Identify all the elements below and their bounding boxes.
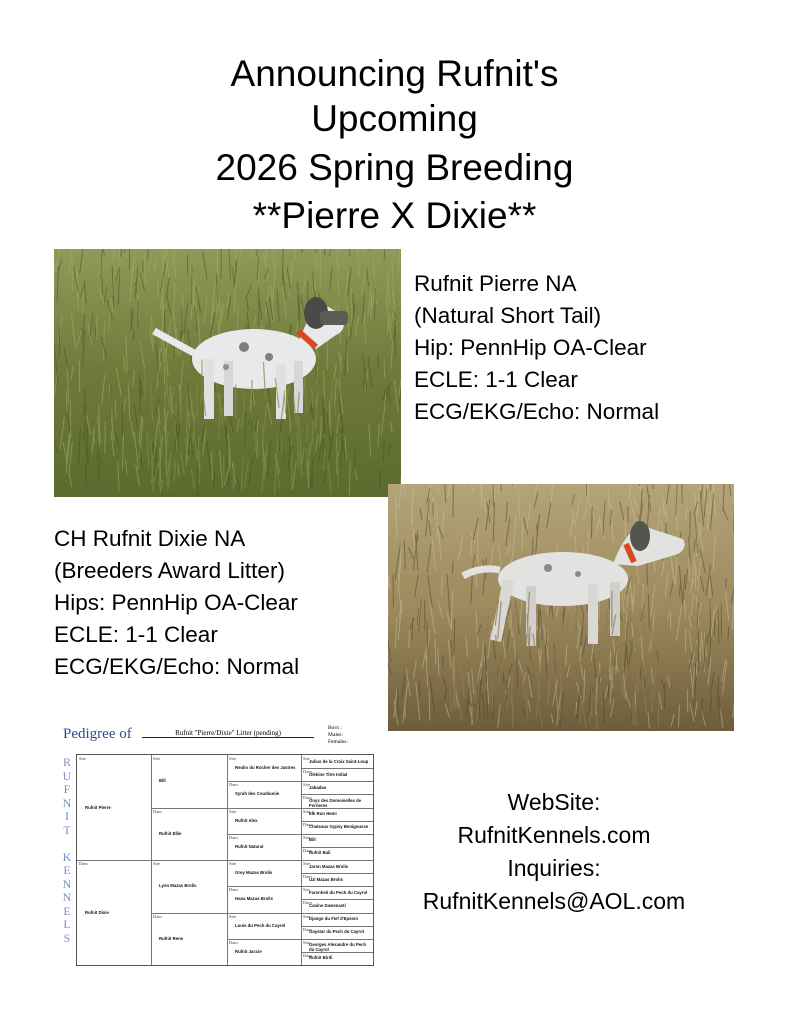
gen4-name: Gaystar du Pech du Cayrol	[309, 929, 364, 935]
vertical-letter: S	[63, 930, 71, 945]
gen4-role-label: Sire	[303, 782, 311, 788]
grid-row-line	[301, 886, 373, 887]
gen4-name: Julius de la Croix Saint-Loup	[309, 758, 369, 764]
gen3-name: Grey Mazas Brolis	[235, 870, 273, 876]
dixie-name: CH Rufnit Dixie NA	[54, 526, 246, 551]
title-line-2: Upcoming	[311, 98, 478, 139]
grid-row-line	[301, 808, 373, 809]
gen1-role-label: Sire	[79, 756, 87, 761]
gen3-name: Syrah des Coudounie	[235, 791, 280, 797]
gen4-name: Rufnit Birdi	[309, 955, 333, 961]
inquiries-label: Inquiries:	[507, 855, 601, 881]
dixie-ecle: ECLE: 1-1 Clear	[54, 622, 218, 647]
gen4-role-label: Sire	[303, 756, 311, 761]
vertical-letter: I	[65, 809, 69, 823]
gen1-name: Rufnit Dixie	[85, 909, 109, 915]
gen4-role-label: Dam	[303, 874, 312, 880]
gen4-name: Chateaux Gypsy Benigousse	[309, 824, 369, 830]
grid-row-line	[301, 834, 373, 835]
gen3-name: Reulio du Rocher des Jastres	[235, 765, 296, 771]
gen4-name: Jabadao	[309, 784, 327, 790]
gen4-name: Farenheit du Pech du Cayrol	[309, 889, 368, 895]
title-line-3: 2026 Spring Breeding	[215, 147, 574, 188]
gen3-name: Rufnit Alex	[235, 817, 258, 823]
vertical-letter: N	[62, 876, 72, 891]
title-line-1: Announcing Rufnit's	[230, 53, 559, 94]
pedigree-subject: Rufnit "Pierre/Dixie" Litter (pending)	[142, 729, 314, 738]
gen4-role-label: Dam	[303, 821, 312, 827]
pedigree-males: Males:	[328, 732, 343, 738]
pierre-hip: Hip: PennHip OA-Clear	[414, 335, 647, 360]
gen4-name: Elk Run Hemi	[309, 811, 337, 817]
gen4-name: Rufnit Bali	[309, 850, 331, 856]
gen4-role-label: Dam	[303, 926, 312, 932]
vertical-letter: E	[63, 863, 71, 877]
dixie-award: (Breeders Award Litter)	[54, 558, 285, 583]
vertical-letter: F	[63, 782, 71, 796]
vertical-letter: U	[62, 768, 72, 783]
pierre-info	[414, 268, 659, 428]
vertical-letter: E	[63, 903, 71, 918]
gen4-role-label: Dam	[303, 952, 312, 958]
gen4-role-label: Sire	[303, 861, 311, 866]
dixie-photo	[388, 484, 734, 731]
gen4-role-label: Sire	[303, 808, 311, 814]
vertical-letter: K	[62, 849, 72, 864]
gen2-name: Rufnit Ellie	[159, 830, 182, 836]
gen2-role-label: Sire	[153, 756, 161, 761]
grid-row-line	[301, 781, 373, 782]
grid-row-line	[301, 939, 373, 940]
gen1-role-label: Dam	[79, 861, 88, 866]
gen2-name: Rufnit Rene	[159, 935, 184, 941]
gen4-name: Olekine Titre Initial	[309, 771, 348, 777]
dixie-hips: Hips: PennHip OA-Clear	[54, 590, 298, 615]
gen4-role-label: Dam	[303, 847, 312, 853]
inquiries-email[interactable]: RufnitKennels@AOL.com	[422, 888, 686, 914]
gen1-name: Rufnit Pierre	[85, 804, 111, 810]
vertical-letter: R	[62, 755, 71, 769]
pierre-heart: ECG/EKG/Echo: Normal	[414, 399, 660, 424]
gen4-role-label: Dam	[303, 795, 312, 801]
gen4-name: Georges Alexandre du Pech du Cayrol	[309, 942, 367, 953]
gen3-role-label: Dam	[229, 834, 238, 840]
gen4-name: Bill	[309, 837, 316, 843]
gen3-role-label: Dam	[229, 939, 238, 945]
website-label: WebSite:	[507, 789, 601, 815]
vertical-letter: L	[63, 917, 71, 931]
pierre-photo	[54, 249, 401, 497]
gen4-role-label: Dam	[303, 769, 312, 775]
gen3-name: Rufnit Natural	[235, 843, 264, 849]
gen4-name: Uzi Mazas Brolis	[309, 876, 343, 882]
gen4-role-label: Sire	[303, 887, 311, 893]
pierre-tail: (Natural Short Tail)	[414, 303, 602, 328]
gen3-role-label: Sire	[229, 913, 237, 919]
gen3-role-label: Dam	[229, 887, 238, 893]
gen2-role-label: Sire	[153, 861, 161, 866]
gen2-name: Bill	[159, 778, 166, 784]
vertical-letter: T	[63, 822, 71, 837]
gen2-role-label: Dam	[153, 913, 162, 919]
grid-row-line	[301, 860, 373, 861]
dixie-info	[54, 523, 299, 683]
gen4-name: Jaron Mazas Brolis	[309, 863, 349, 869]
gen3-role-label: Dam	[229, 782, 238, 788]
gen3-name: Rufnit Jaccie	[235, 948, 262, 954]
gen3-name: Louis du Pech du Cayrol	[235, 922, 286, 928]
pedigree-born: Born :	[328, 725, 342, 731]
pierre-ecle: ECLE: 1-1 Clear	[414, 367, 578, 392]
pedigree-females: Females:	[328, 739, 348, 745]
vertical-letter: N	[62, 795, 72, 810]
gen4-name: Canine Dawenasti	[309, 902, 346, 908]
rufnit-kennels-vertical	[60, 756, 74, 945]
gen4-name: Django du Fief d'Epsom	[309, 916, 359, 922]
gen4-name: Onyx des Domoiselles de Ferrieres	[309, 797, 362, 808]
gen4-role-label: Sire	[303, 834, 311, 840]
gen2-role-label: Dam	[153, 808, 162, 814]
title-line-4: **Pierre X Dixie**	[252, 195, 537, 236]
pierre-name: Rufnit Pierre NA	[414, 271, 577, 296]
grid-row-line	[301, 913, 373, 914]
vertical-letter	[60, 837, 74, 851]
website-url[interactable]: RufnitKennels.com	[457, 822, 651, 848]
gen4-role-label: Sire	[303, 939, 311, 945]
gen4-role-label: Dam	[303, 900, 312, 906]
pedigree-chart	[60, 720, 378, 970]
gen4-role-label: Sire	[303, 913, 311, 919]
pedigree-grid	[76, 754, 374, 966]
dixie-heart: ECG/EKG/Echo: Normal	[54, 654, 300, 679]
gen2-name: Lyon Mazas Brolis	[159, 883, 197, 889]
gen3-role-label: Sire	[229, 756, 237, 761]
vertical-letter: N	[62, 890, 72, 904]
gen3-role-label: Sire	[229, 808, 237, 814]
pedigree-title: Pedigree of	[63, 726, 132, 742]
contact-block	[384, 786, 724, 918]
gen3-role-label: Sire	[229, 861, 237, 866]
gen3-name: Hana Mazas Brolis	[235, 896, 273, 902]
